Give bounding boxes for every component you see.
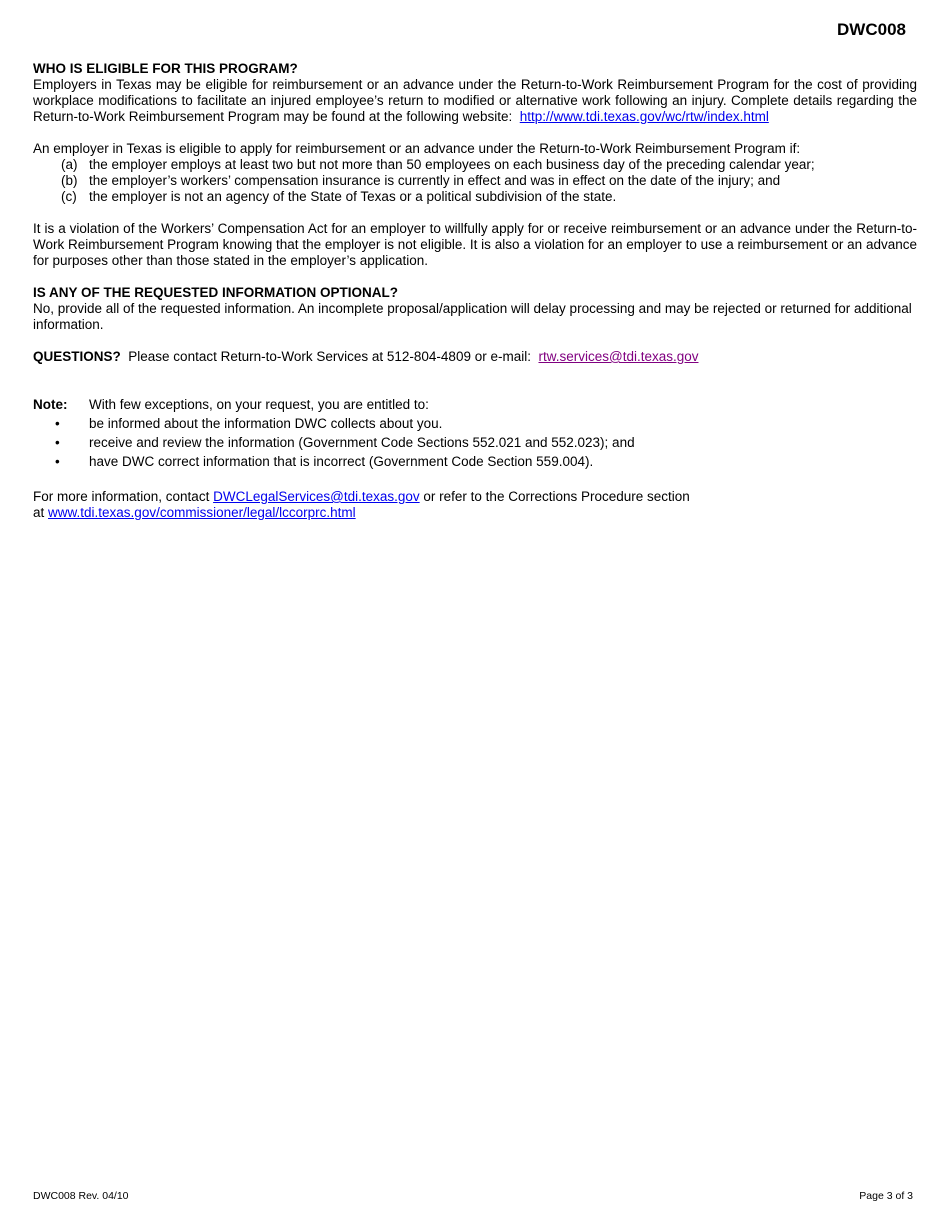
note-bullet-text: have DWC correct information that is incorrect (Government Code Section 559.004). xyxy=(89,454,594,469)
more-info-middle: or refer to the Corrections Procedure section xyxy=(423,489,690,504)
criteria-text: the employer is not an agency of the State of Texas or a political subdivision of the state. xyxy=(89,189,617,204)
form-id: DWC008 xyxy=(837,20,906,39)
violation-paragraph: It is a violation of the Workers’ Compensation Act for an employer to willfully apply for or receive reimbursement or an advance under the Return-to-Work Reimbursement Program knowing that the employer is not eligible. It is also a violation for an employer to use a reimbursement or an advance for purposes other than those stated in the employer’s application. xyxy=(33,221,917,268)
optional-text: No, provide all of the requested information. An incomplete proposal/application will delay processing and may be rejected or returned for additional information. xyxy=(33,301,912,332)
criteria-intro: An employer in Texas is eligible to apply for reimbursement or an advance under the Return-to-Work Reimbursement Program if: xyxy=(33,141,801,156)
note-bullet xyxy=(33,454,917,473)
form-revision: DWC008 Rev. 04/10 xyxy=(33,1190,129,1202)
bullet-icon: • xyxy=(55,416,60,431)
criteria-item xyxy=(33,173,917,189)
note-bullet-text: receive and review the information (Government Code Sections 552.021 and 552.023); and xyxy=(89,435,635,450)
eligibility-intro-text: Employers in Texas may be eligible for reimbursement or an advance under the Return-to-Work Reimbursement Program for the cost of providing workplace modifications to facilitate an injured employee’s return to modified or alternative work following an injury. Complete details regarding the Return-to-Work Reimbursement Program may be found at the following website: xyxy=(33,77,917,124)
rtw-program-link[interactable]: http://www.tdi.texas.gov/wc/rtw/index.html xyxy=(519,109,769,124)
note-label: Note: xyxy=(33,397,68,412)
criteria-text: the employer’s workers’ compensation insurance is currently in effect and was in effect on the date of the injury; and xyxy=(89,173,781,188)
note-bullet xyxy=(33,435,917,454)
eligibility-intro xyxy=(33,77,917,125)
more-info-at: at xyxy=(33,505,45,520)
note-text: With few exceptions, on your request, you are entitled to: xyxy=(89,397,429,412)
criteria-marker: (c) xyxy=(61,189,77,204)
criteria-item xyxy=(33,189,917,205)
bullet-icon: • xyxy=(55,435,60,450)
document-body xyxy=(33,61,917,521)
note-bullet-text: be informed about the information DWC collects about you. xyxy=(89,416,443,431)
legal-services-email-link[interactable]: DWCLegalServices@tdi.texas.gov xyxy=(213,489,420,504)
note-intro xyxy=(33,397,917,416)
questions-text: Please contact Return-to-Work Services at 512-804-4809 or e-mail: xyxy=(128,349,531,364)
questions-label: QUESTIONS? xyxy=(33,349,121,364)
criteria-item xyxy=(33,157,917,173)
criteria-marker: (b) xyxy=(61,173,78,188)
rtw-email-link[interactable]: rtw.services@tdi.texas.gov xyxy=(538,349,699,364)
more-info-paragraph xyxy=(33,489,917,521)
questions-paragraph xyxy=(33,349,917,365)
criteria-marker: (a) xyxy=(61,157,78,172)
note-bullet xyxy=(33,416,917,435)
optional-heading: IS ANY OF THE REQUESTED INFORMATION OPTIONAL? xyxy=(33,285,399,300)
bullet-icon: • xyxy=(55,454,60,469)
criteria-text: the employer employs at least two but not more than 50 employees on each business day of the preceding calendar year; xyxy=(89,157,815,172)
corrections-procedure-link[interactable]: www.tdi.texas.gov/commissioner/legal/lccorprc.html xyxy=(48,505,356,520)
page-number: Page 3 of 3 xyxy=(859,1190,913,1202)
more-info-prefix: For more information, contact xyxy=(33,489,210,504)
eligibility-heading: WHO IS ELIGIBLE FOR THIS PROGRAM? xyxy=(33,61,298,76)
